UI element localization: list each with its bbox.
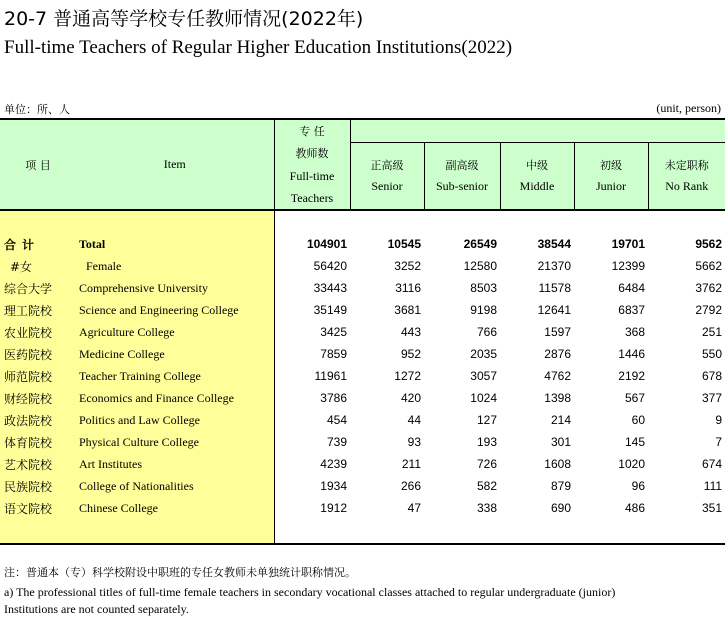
row-label-chinese: 理工院校	[0, 299, 76, 321]
cell-value: 1024	[470, 391, 497, 405]
cell-value: 1020	[618, 457, 645, 471]
row-label-chinese: #女	[0, 255, 76, 277]
row-label-english: Science and Engineering College	[76, 299, 274, 321]
cell-value: 10545	[387, 237, 421, 251]
cell-value: 38544	[537, 237, 571, 251]
cell-value: 4762	[544, 369, 571, 383]
header-item-english: Item	[76, 119, 274, 210]
page-title-chinese: 20-7 普通高等学校专任教师情况(2022年)	[4, 8, 364, 30]
cell-value: 952	[400, 347, 421, 361]
unit-label-english: (unit, person)	[656, 101, 721, 115]
cell-value: 5662	[695, 259, 723, 273]
cell-value: 674	[702, 457, 723, 471]
cell-value: 26549	[463, 237, 497, 251]
row-label-english: Politics and Law College	[76, 409, 274, 431]
cell-value: 251	[702, 325, 723, 339]
row-label-english: Chinese College	[76, 497, 274, 519]
row-label-chinese: 财经院校	[0, 387, 76, 409]
cell-value: 678	[702, 369, 723, 383]
footnote-english-line-2: Institutions are not counted separately.	[4, 602, 189, 616]
row-label-english: Physical Culture College	[76, 431, 274, 453]
row-label-english: Comprehensive University	[76, 277, 274, 299]
row-label-chinese: 艺术院校	[0, 453, 76, 475]
cell-value: 3425	[320, 325, 347, 339]
cell-value: 145	[624, 435, 645, 449]
table-row	[0, 343, 725, 365]
cell-value: 351	[702, 501, 723, 515]
cell-value: 8503	[470, 281, 497, 295]
cell-value: 2192	[618, 369, 645, 383]
cell-value: 3762	[695, 281, 723, 295]
cell-value: 443	[400, 325, 421, 339]
cell-value: 1272	[394, 369, 421, 383]
table-row	[0, 321, 725, 343]
header-rank-senior: 正高级 Senior	[350, 143, 424, 211]
cell-value: 4239	[320, 457, 347, 471]
page-title-english: Full-time Teachers of Regular Higher Education Institutions(2022)	[4, 37, 513, 58]
cell-value: 266	[400, 479, 421, 493]
cell-value: 2876	[544, 347, 571, 361]
cell-value: 60	[631, 413, 645, 427]
cell-value: 19701	[611, 237, 645, 251]
row-label-english: Teacher Training College	[76, 365, 274, 387]
cell-value: 56420	[313, 259, 347, 273]
cell-value: 44	[407, 413, 421, 427]
row-label-chinese: 综合大学	[0, 277, 76, 299]
cell-value: 93	[407, 435, 421, 449]
cell-value: 301	[550, 435, 571, 449]
header-fulltime-teachers: 专 任 教师数 Full-time Teachers	[274, 119, 350, 210]
row-label-english: Medicine College	[76, 343, 274, 365]
header-rank-junior: 初级 Junior	[574, 143, 648, 211]
unit-label-chinese: 单位：所、人	[4, 103, 70, 116]
header-rank-no-rank: 未定职称 No Rank	[648, 143, 725, 211]
cell-value: 3057	[470, 369, 497, 383]
table-row	[0, 431, 725, 453]
cell-value: 3252	[394, 259, 421, 273]
row-label-chinese: 民族院校	[0, 475, 76, 497]
cell-value: 3681	[394, 303, 421, 317]
table-row	[0, 409, 725, 431]
cell-value: 21370	[537, 259, 571, 273]
row-label-english: Economics and Finance College	[76, 387, 274, 409]
cell-value: 6484	[618, 281, 645, 295]
cell-value: 9198	[470, 303, 497, 317]
cell-value: 12580	[463, 259, 497, 273]
row-label-english: Agriculture College	[76, 321, 274, 343]
row-label-chinese: 体育院校	[0, 431, 76, 453]
table-row	[0, 255, 725, 277]
cell-value: 1608	[544, 457, 571, 471]
cell-value: 1446	[618, 347, 645, 361]
cell-value: 338	[476, 501, 497, 515]
cell-value: 11578	[538, 281, 571, 295]
table-row	[0, 387, 725, 409]
table-row	[0, 453, 725, 475]
cell-value: 550	[702, 347, 723, 361]
footnote-english-line-1: a) The professional titles of full-time female teachers in secondary vocational classes attached to regular undergraduate (junior)	[4, 585, 616, 599]
cell-value: 12641	[537, 303, 571, 317]
header-rank-sub-senior: 副高级 Sub-senior	[424, 143, 500, 211]
cell-value: 9562	[695, 237, 723, 251]
footnote-chinese: 注：普通本（专）科学校附设中职班的专任女教师未单独统计职称情况。	[4, 566, 356, 579]
cell-value: 104901	[306, 237, 347, 251]
cell-value: 7	[715, 435, 723, 449]
header-rank-group	[350, 119, 725, 143]
table-bottom-row	[0, 519, 725, 544]
row-label-chinese: 师范院校	[0, 365, 76, 387]
cell-value: 211	[401, 457, 421, 471]
cell-value: 6837	[618, 303, 645, 317]
cell-value: 2035	[470, 347, 497, 361]
table-row	[0, 475, 725, 497]
cell-value: 690	[550, 501, 571, 515]
cell-value: 35149	[313, 303, 347, 317]
cell-value: 214	[550, 413, 571, 427]
table-row	[0, 299, 725, 321]
table-row	[0, 365, 725, 387]
cell-value: 377	[702, 391, 723, 405]
table-row	[0, 233, 725, 255]
cell-value: 2792	[695, 303, 723, 317]
row-label-chinese: 合计	[0, 233, 76, 255]
cell-value: 193	[476, 435, 497, 449]
row-label-english: Total	[76, 233, 274, 255]
spacer-row	[0, 210, 725, 233]
cell-value: 739	[326, 435, 347, 449]
cell-value: 726	[476, 457, 497, 471]
cell-value: 7859	[320, 347, 347, 361]
cell-value: 368	[624, 325, 645, 339]
cell-value: 1934	[320, 479, 347, 493]
cell-value: 1912	[320, 501, 347, 515]
cell-value: 3116	[395, 281, 421, 295]
cell-value: 454	[326, 413, 347, 427]
row-label-english: Art Institutes	[76, 453, 274, 475]
table-row	[0, 277, 725, 299]
row-label-chinese: 政法院校	[0, 409, 76, 431]
row-label-chinese: 农业院校	[0, 321, 76, 343]
teachers-table	[0, 118, 725, 545]
cell-value: 1398	[544, 391, 571, 405]
table-header	[0, 119, 725, 210]
cell-value: 47	[407, 501, 421, 515]
cell-value: 9	[715, 413, 723, 427]
header-rank-middle: 中级 Middle	[500, 143, 574, 211]
cell-value: 582	[476, 479, 497, 493]
cell-value: 111	[703, 479, 723, 493]
cell-value: 96	[631, 479, 645, 493]
table-body	[0, 210, 725, 544]
cell-value: 12399	[611, 259, 645, 273]
cell-value: 11961	[314, 369, 347, 383]
cell-value: 766	[476, 325, 497, 339]
row-label-english: College of Nationalities	[76, 475, 274, 497]
cell-value: 567	[624, 391, 645, 405]
cell-value: 1597	[544, 325, 571, 339]
cell-value: 33443	[313, 281, 347, 295]
cell-value: 486	[624, 501, 645, 515]
cell-value: 3786	[320, 391, 347, 405]
cell-value: 879	[550, 479, 571, 493]
row-label-chinese: 医药院校	[0, 343, 76, 365]
cell-value: 420	[400, 391, 421, 405]
table-row	[0, 497, 725, 519]
cell-value: 127	[476, 413, 497, 427]
row-label-english: Female	[76, 255, 274, 277]
row-label-chinese: 语文院校	[0, 497, 76, 519]
header-item-chinese: 项 目	[0, 119, 76, 210]
